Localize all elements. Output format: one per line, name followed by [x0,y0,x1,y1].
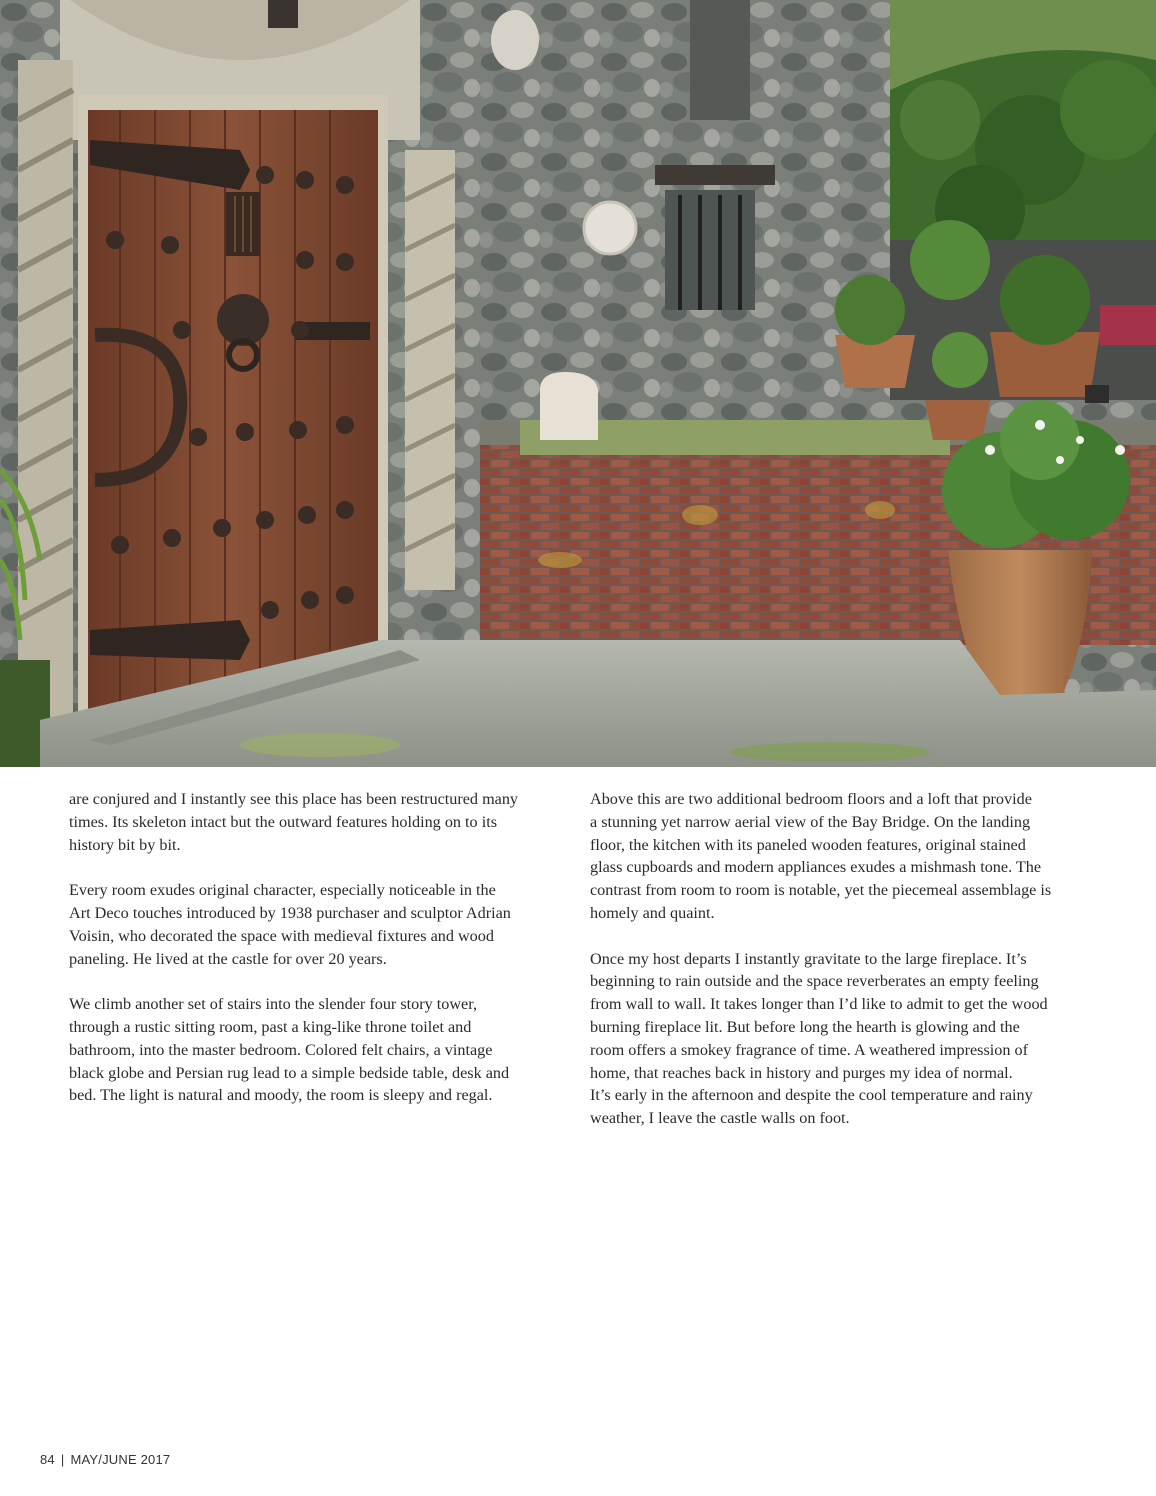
article-paragraph: are conjured and I instantly see this place has been restructured many times. Its skeleton intact but the outward features holding on to its history bit by bit. [69,790,519,854]
article-paragraph: Above this are two additional bedroom floors and a loft that provide a stunning yet narrow aerial view of the Bay Bridge. On the landing floor, the kitchen with its paneled wooden features, original stained glass cupboards and modern appliances exudes a mishmash tone. The contrast from room to room is notable, yet the piecemeal assemblage is homely and quaint. [590,790,1052,922]
page-number: 84 [40,1452,55,1467]
issue-date: MAY/JUNE 2017 [70,1452,171,1467]
hanging-lantern [268,0,298,28]
twisted-column-right [405,150,455,590]
twisted-column-left [18,60,73,740]
stone-face-ornament [491,10,539,70]
article-column-left [69,788,569,1130]
ceramic-urn [540,372,598,440]
footer-separator: | [60,1452,65,1467]
page-footer [40,1452,170,1467]
article-paragraph: Every room exudes original character, especially noticeable in the Art Deco touches introduced by 1938 purchaser and sculptor Adrian Voisin, who decorated the space with medieval fixtures and wood paneling. He lived at the castle for over 20 years. [69,881,511,968]
stone-medallion [584,202,636,254]
article-paragraph: We climb another set of stairs into the slender four story tower, through a rustic sitting room, past a king-like throne toilet and bathroom, into the master bedroom. Colored felt chairs, a vintage black globe and Persian rug lead to a simple bedside table, desk and bed. The light is natural and moody, the room is sleepy and regal. [69,995,510,1105]
article-paragraph: Once my host departs I instantly gravitate to the large fireplace. It’s beginning to rain outside and the space reverberates an empty feeling from wall to wall. It takes longer than I’d like to admit to get the wood burning fireplace lit. But before long the hearth is glowing and the room offers a smokey fragrance of time. A weathered impression of home, that reaches back in history and purges my idea of normal. It’s early in the afternoon and despite the cool temperature and rainy weather, I leave the castle walls on foot. [590,949,1048,1128]
article-column-right [590,788,1090,1153]
